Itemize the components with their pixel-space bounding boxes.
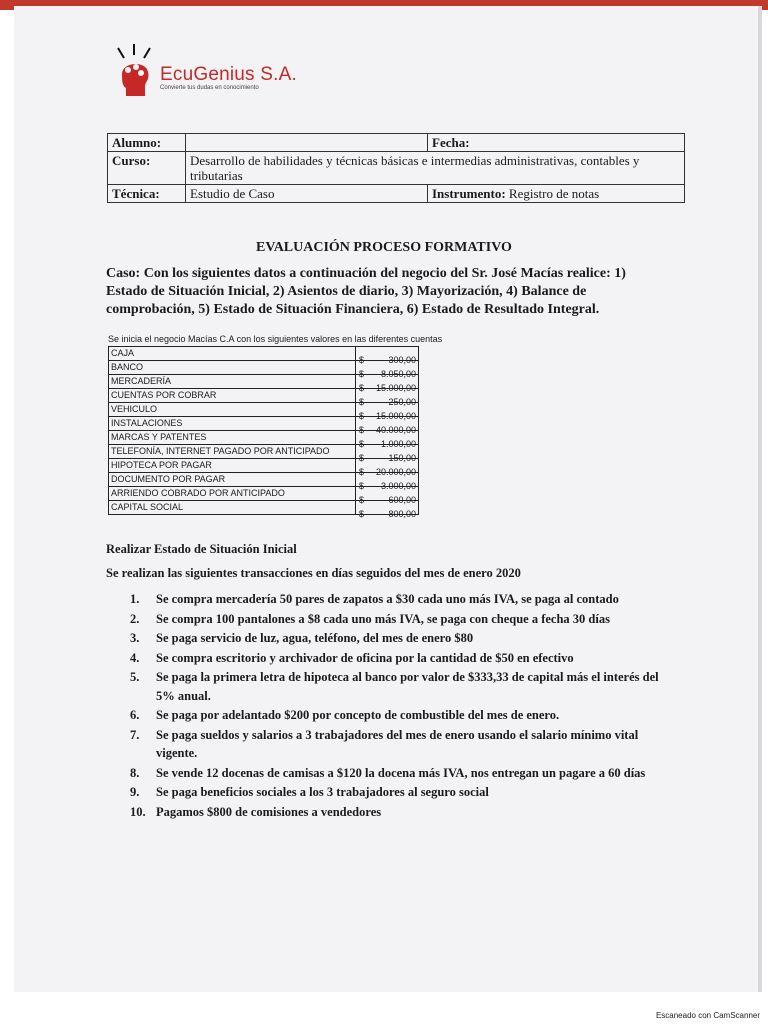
company-logo bbox=[112, 44, 297, 98]
currency-symbol: $ bbox=[359, 480, 365, 491]
account-amount bbox=[356, 347, 419, 365]
transaction-text: Se compra mercadería 50 pares de zapatos a $30 cada uno más IVA, se paga al contado bbox=[156, 592, 619, 606]
accounts-note: Se inicia el negocio Macías C.A con los siguientes valores en las diferentes cuentas bbox=[108, 334, 443, 344]
transaction-item bbox=[130, 668, 670, 705]
genius-head-icon bbox=[112, 44, 156, 98]
transaction-number: 5. bbox=[130, 670, 140, 684]
curso-value: Desarrollo de habilidades y técnicas básicas e intermedias administrativas, contables y tributarias bbox=[186, 152, 685, 185]
amount-value: 800,00 bbox=[388, 508, 416, 519]
account-amount bbox=[356, 501, 419, 519]
amount-value: 40.000,00 bbox=[375, 424, 416, 435]
transactions-intro: Se realizan las siguientes transacciones en días seguidos del mes de enero 2020 bbox=[106, 566, 521, 580]
transaction-item bbox=[130, 610, 670, 629]
account-row bbox=[109, 389, 419, 403]
transaction-number: 9. bbox=[130, 785, 140, 799]
account-amount bbox=[356, 459, 419, 477]
transaction-text: Se compra escritorio y archivador de oficina por la cantidad de $50 en efectivo bbox=[156, 650, 574, 665]
brand-tagline: Convierte tus dudas en conocimiento bbox=[160, 85, 259, 91]
account-name: CUENTAS POR COBRAR bbox=[109, 389, 356, 403]
amount-value: 250,00 bbox=[388, 396, 416, 407]
transaction-text: Se paga por adelantado $200 por concepto de combustible del mes de enero. bbox=[156, 708, 560, 722]
account-row bbox=[109, 445, 419, 459]
account-row bbox=[109, 361, 419, 375]
amount-value: 15.000,00 bbox=[375, 410, 416, 421]
account-name: BANCO bbox=[109, 361, 356, 375]
transaction-text: Se compra 100 pantalones a $8 cada uno más IVA, se paga con cheque a fecha 30 días bbox=[156, 611, 610, 626]
transaction-item bbox=[130, 590, 670, 609]
currency-symbol: $ bbox=[359, 354, 365, 365]
situation-heading: Realizar Estado de Situación Inicial bbox=[106, 542, 297, 556]
transaction-number: 3. bbox=[130, 631, 140, 645]
account-row bbox=[109, 473, 419, 487]
account-name: HIPOTECA POR PAGAR bbox=[109, 459, 356, 473]
amount-value: 300,00 bbox=[388, 354, 416, 365]
account-row bbox=[109, 417, 419, 431]
account-row bbox=[109, 501, 419, 515]
transaction-text: Se paga sueldos y salarios a 3 trabajadores del mes de enero usando el salario mínimo vital vigente. bbox=[156, 727, 639, 760]
account-amount bbox=[356, 417, 419, 435]
account-row bbox=[109, 459, 419, 473]
transaction-number: 10. bbox=[130, 804, 146, 819]
transaction-text: Pagamos $800 de comisiones a vendedores bbox=[156, 804, 382, 819]
currency-symbol: $ bbox=[359, 368, 365, 379]
amount-value: 150,00 bbox=[388, 452, 416, 463]
transaction-item bbox=[130, 629, 670, 648]
currency-symbol: $ bbox=[359, 438, 365, 449]
transactions-list bbox=[130, 590, 670, 822]
account-amount bbox=[356, 361, 419, 379]
account-row bbox=[109, 403, 419, 417]
accounts-table bbox=[108, 346, 419, 519]
account-amount bbox=[356, 445, 419, 463]
account-name: TELEFONÍA, INTERNET PAGADO POR ANTICIPADO bbox=[109, 445, 356, 459]
page-title: EVALUACIÓN PROCESO FORMATIVO bbox=[256, 240, 512, 255]
transaction-text: Se paga beneficios sociales a los 3 trabajadores al seguro social bbox=[156, 785, 489, 799]
currency-symbol: $ bbox=[359, 424, 365, 435]
account-name: DOCUMENTO POR PAGAR bbox=[109, 473, 356, 487]
transaction-number: 7. bbox=[130, 727, 140, 742]
transaction-item bbox=[130, 803, 670, 822]
account-name: MARCAS Y PATENTES bbox=[109, 431, 356, 445]
transaction-number: 8. bbox=[130, 765, 140, 780]
currency-symbol: $ bbox=[359, 452, 365, 463]
instrumento-value: Registro de notas bbox=[505, 186, 600, 201]
account-name: ARRIENDO COBRADO POR ANTICIPADO bbox=[109, 487, 356, 501]
case-statement: Caso: Con los siguientes datos a continuación del negocio del Sr. José Macías realice: 1) Estado de Situación Inicial, 2) Asientos de diario, 3) Mayorización, 4) Balance de comprobación, 5) Estado de Situación Financiera, 6) Estado de Resultado Integral. bbox=[106, 266, 626, 317]
scanner-watermark: Escaneado con CamScanner bbox=[655, 1011, 760, 1020]
currency-symbol: $ bbox=[359, 466, 365, 477]
transaction-number: 2. bbox=[130, 611, 140, 626]
account-amount bbox=[356, 487, 419, 505]
amount-value: 20.000,00 bbox=[375, 466, 416, 477]
alumno-label: Alumno: bbox=[108, 134, 186, 152]
account-row bbox=[109, 347, 419, 361]
transaction-item bbox=[130, 783, 670, 802]
transaction-item bbox=[130, 726, 670, 763]
amount-value: 600,00 bbox=[388, 494, 416, 505]
currency-symbol: $ bbox=[359, 396, 365, 407]
account-amount bbox=[356, 431, 419, 449]
currency-symbol: $ bbox=[359, 382, 365, 393]
transaction-text: Se paga servicio de luz, agua, teléfono, del mes de enero $80 bbox=[156, 631, 474, 645]
curso-label: Curso: bbox=[108, 152, 186, 185]
brand-name: EcuGenius S.A. bbox=[160, 64, 297, 85]
student-info-table bbox=[107, 133, 685, 203]
transaction-item bbox=[130, 649, 670, 668]
account-name: CAJA bbox=[109, 347, 356, 361]
transaction-number: 1. bbox=[130, 592, 140, 606]
transaction-item bbox=[130, 764, 670, 783]
account-row bbox=[109, 431, 419, 445]
amount-value: 1.000,00 bbox=[380, 438, 416, 449]
account-row bbox=[109, 487, 419, 501]
account-name: VEHICULO bbox=[109, 403, 356, 417]
account-name: MERCADERÍA bbox=[109, 375, 356, 389]
amount-value: 15.000,00 bbox=[375, 382, 416, 393]
tecnica-label: Técnica: bbox=[108, 185, 186, 203]
account-amount bbox=[356, 403, 419, 421]
account-name: CAPITAL SOCIAL bbox=[109, 501, 356, 515]
transaction-text: Se vende 12 docenas de camisas a $120 la docena más IVA, nos entregan un pagare a 60 días bbox=[156, 765, 646, 780]
account-amount bbox=[356, 473, 419, 491]
fecha-label: Fecha: bbox=[428, 134, 685, 152]
account-row bbox=[109, 375, 419, 389]
transaction-number: 6. bbox=[130, 708, 140, 722]
tecnica-value: Estudio de Caso bbox=[186, 185, 428, 203]
account-amount bbox=[356, 389, 419, 407]
transaction-text: Se paga la primera letra de hipoteca al banco por valor de $333,33 de capital más el interés del 5% anual. bbox=[156, 670, 659, 703]
transaction-number: 4. bbox=[130, 650, 140, 665]
account-name: INSTALACIONES bbox=[109, 417, 356, 431]
currency-symbol: $ bbox=[359, 494, 365, 505]
transaction-item bbox=[130, 706, 670, 725]
currency-symbol: $ bbox=[359, 508, 365, 519]
alumno-value bbox=[186, 134, 428, 152]
amount-value: 3.000,00 bbox=[380, 480, 416, 491]
amount-value: 8.050,00 bbox=[380, 368, 416, 379]
instrumento-label: Instrumento: bbox=[432, 186, 506, 201]
account-amount bbox=[356, 375, 419, 393]
currency-symbol: $ bbox=[359, 410, 365, 421]
